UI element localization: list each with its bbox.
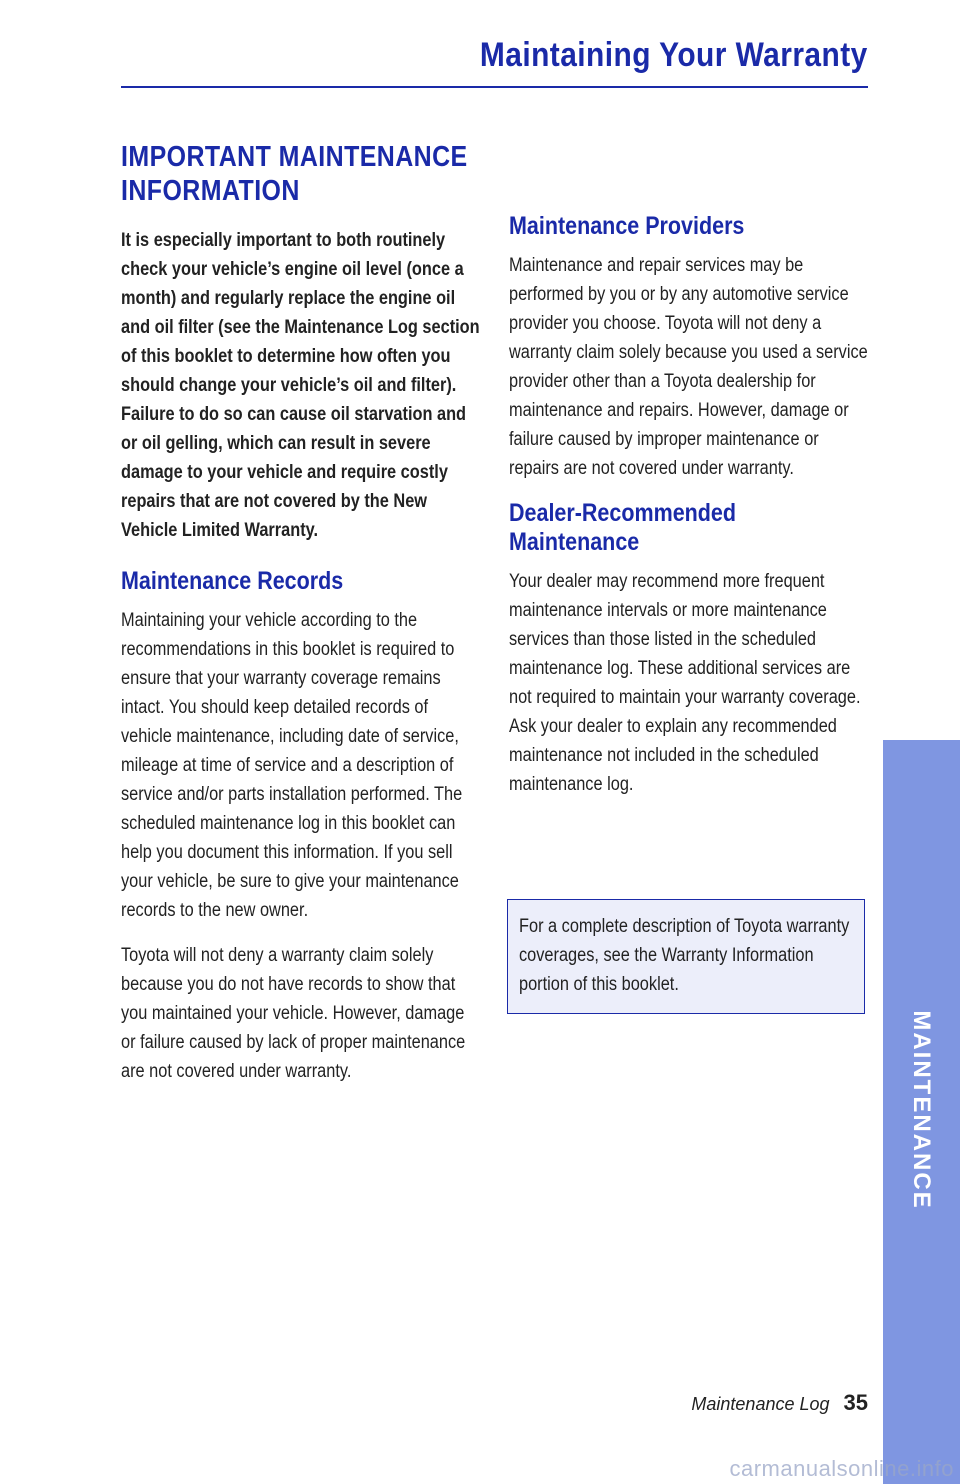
records-paragraph-2: Toyota will not deny a warranty claim solely because you do not have records to show that you maintained your vehicle. However, damage or failure caused by lack of proper maintenance are not covered under warranty. [121,945,466,1082]
header-divider [121,86,868,88]
right-column-content [509,212,868,799]
important-heading: IMPORTANT MAINTENANCE INFORMATION [121,141,468,207]
providers-paragraph: Maintenance and repair services may be performed by you or by any automotive service provider you choose. Toyota will not deny a warranty claim solely because you used a service provider other than a Toyota dealership for maintenance and repairs. However, damage or failure caused by improper maintenance or repairs are not covered under warranty. [509,255,868,479]
footer-section-label: Maintenance Log [691,1394,830,1414]
dealer-heading: Dealer-Recommended Maintenance [509,499,737,556]
page-header-title: Maintaining Your Warranty [480,36,868,74]
warranty-note-text-inner: For a complete description of Toyota warranty coverages, see the Warranty Information portion of this booklet. [519,916,850,995]
page-number: 35 [843,1390,868,1415]
watermark: carmanualsonline.info [729,1456,954,1481]
warranty-note-text [519,912,859,999]
side-tab-label: MAINTENANCE [908,1010,935,1210]
providers-heading: Maintenance Providers [509,212,745,240]
left-column-content [121,140,480,1086]
important-text: It is especially important to both routinely check your vehicle’s engine oil level (once a month) and regularly replace the engine oil and oil filter (see the Maintenance Log section of this booklet to determine how often you should change your vehicle’s oil and filter). Failure to do so can cause oil starvation and or oil gelling, which can result in severe damage to your vehicle and require costly repairs that are not covered by the New Vehicle Limited Warranty. [121,230,480,541]
right-column [509,212,869,815]
left-column [121,140,481,1102]
records-heading: Maintenance Records [121,567,344,595]
page-footer [691,1390,868,1416]
warranty-note-box [507,899,865,1014]
records-paragraph-1: Maintaining your vehicle according to the recommendations in this booklet is required to ensure that your warranty coverage remains intact. You should keep detailed records of vehicle maintenance, including date of service, mileage at time of service and a description of service and/or parts installation performed. The scheduled maintenance log in this booklet can help you document this information. If you sell your vehicle, be sure to give your maintenance records to the new owner. [121,610,463,921]
dealer-paragraph: Your dealer may recommend more frequent maintenance intervals or more maintenance services than those listed in the scheduled maintenance log. These additional services are not required to maintain your warranty coverage. Ask your dealer to explain any recommended maintenance not included in the scheduled maintenance log. [509,571,861,795]
